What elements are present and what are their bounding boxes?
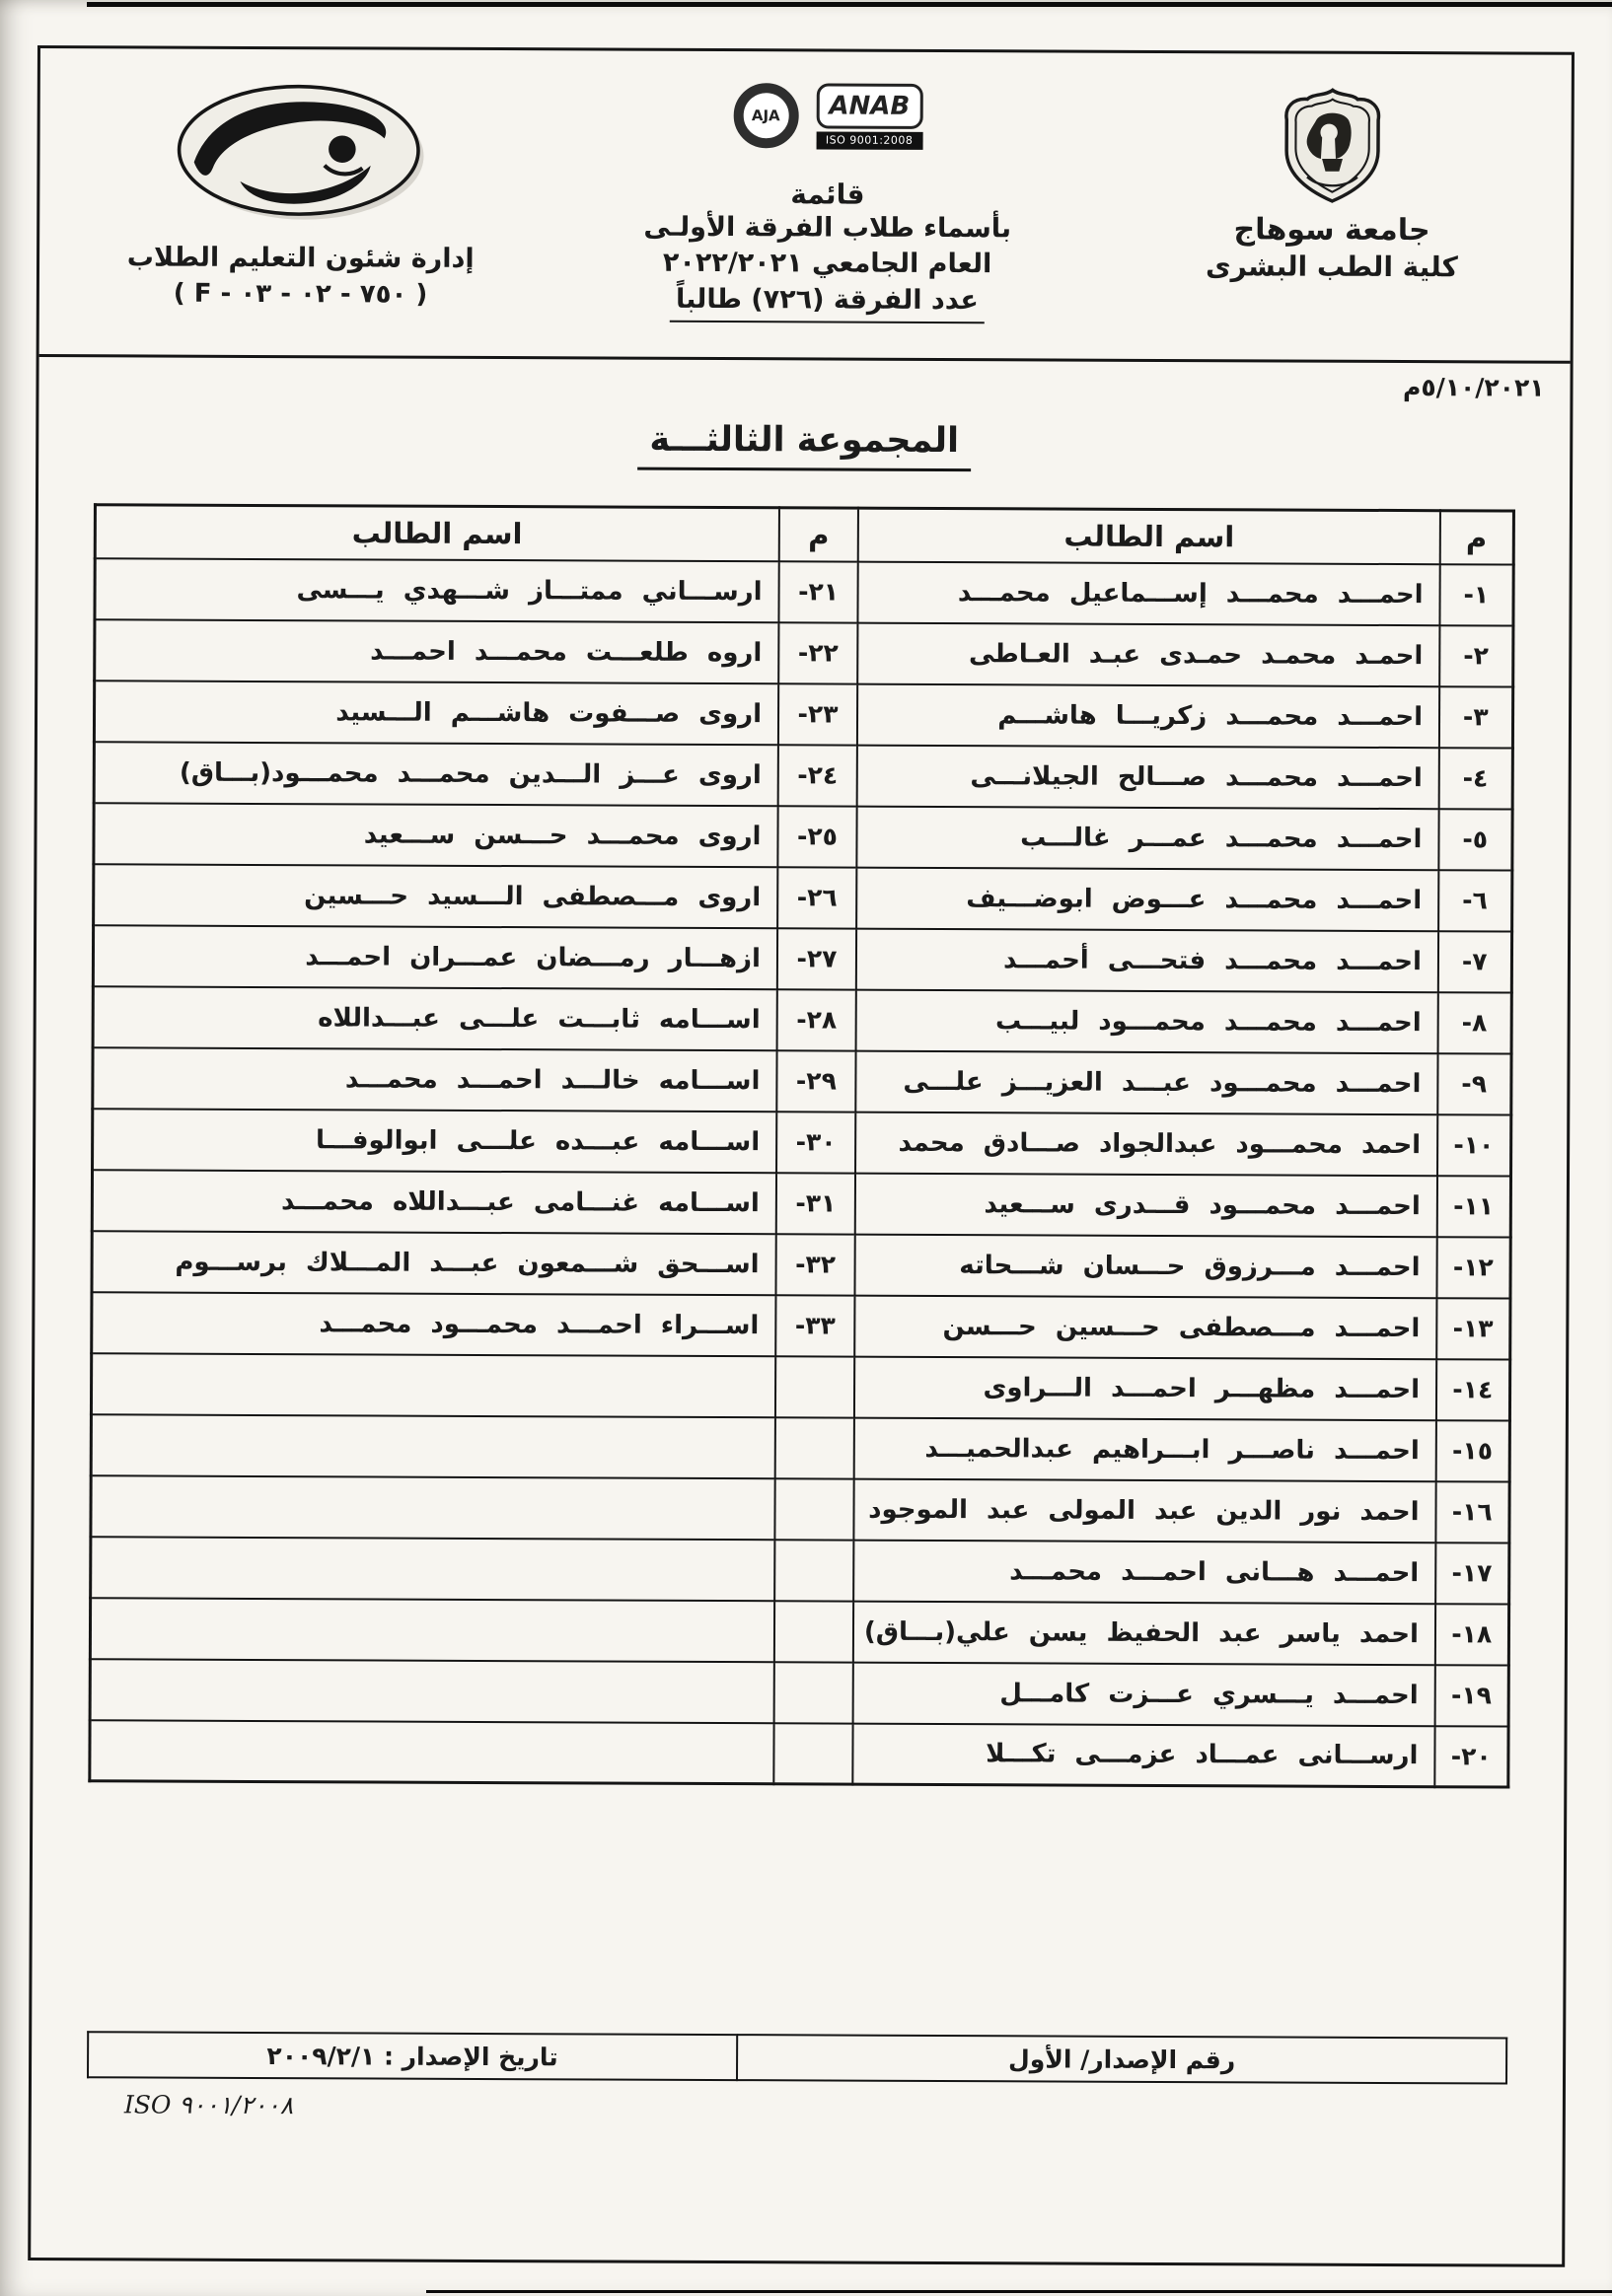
col-header-name-right: اسم الطالب [858,508,1440,564]
student-name: اروى صـــفوت هاشـــم الـــسيد [94,681,778,745]
list-title: قائمة [790,178,865,211]
row-number: ٢٥- [777,806,856,867]
anab-badge [816,83,922,149]
student-name: احمـــد محمـــد عـــوض ابوضـــيف [856,867,1438,931]
table-row [93,925,1511,992]
student-name: احمـــد محمـــد محمـــود لبيـــب [856,989,1438,1053]
row-number: ١٠- [1437,1114,1510,1176]
anab-label: ANAB [816,83,922,128]
row-number: ١٤- [1436,1359,1509,1420]
certification-badges [539,82,1118,172]
class-count: عدد الفرقة (٧٢٦) طالباً [538,281,1117,324]
aja-badge [733,83,798,148]
row-number [773,1723,852,1784]
row-number: ١١- [1437,1176,1510,1237]
row-number: ٢١- [778,561,857,622]
row-number [774,1601,853,1662]
document-header [39,48,1572,347]
student-name: احمـد محمـد حمـدى عبـد العـاطى [857,622,1439,686]
row-number [775,1417,854,1478]
row-number: ٢٨- [777,989,856,1050]
group-title: المجموعة الثالثـــة [38,417,1570,474]
col-header-num-right: م [1440,511,1513,564]
row-number [774,1478,853,1540]
row-number: ١٨- [1435,1604,1508,1665]
table-row [91,1414,1509,1481]
row-number: ٣٠- [776,1112,855,1173]
student-name: ارســـانى عمـــاد عزمـــى تكـــلا [852,1723,1434,1787]
university-name: جامعة سوهاج [1233,212,1430,249]
student-name [90,1537,774,1601]
table-row [92,1047,1510,1114]
row-number: ١٩- [1435,1665,1508,1726]
table-row [94,681,1512,748]
col-header-num-left: م [779,508,858,561]
student-name: احمـــد ناصـــر ابـــراهيم عبدالحميـــد [854,1417,1436,1481]
student-name [89,1720,773,1784]
row-number: ٢- [1439,625,1512,686]
row-number: ١٦- [1435,1481,1508,1543]
col-header-name-left: اسم الطالب [95,505,779,561]
table-row [91,1292,1509,1359]
table-header-row [95,505,1513,564]
student-name: احمـــد هـــانى احمـــد محمـــد [853,1540,1435,1604]
iso-reference: ISO ٩٠٠١/٢٠٠٨ [123,2090,294,2120]
student-name: اروه طلعـــت محمـــد احمـــد [94,619,778,683]
issue-date: تاريخ الإصدار : ٢٠٠٩/٢/١ [88,2032,737,2080]
table-row [90,1598,1508,1665]
student-name: احمـــد محمـــود قـــدرى ســـعيد [855,1173,1437,1237]
university-oval-logo [172,81,431,226]
student-name [90,1659,774,1723]
table-row [90,1475,1508,1543]
table-row [92,1109,1510,1176]
student-name: اروى محمـــد حـــسن ســـعيد [93,803,777,867]
issue-number: رقم الإصدار/ الأول [737,2035,1506,2083]
student-name: احمـــد محمـــد إســـماعيل محمـــد [857,561,1439,625]
row-number: ٢٤- [778,745,857,806]
row-number: ٥- [1438,809,1511,870]
row-number: ٢٠- [1434,1726,1507,1787]
list-subtitle: بأسماء طلاب الفرقة الأولـى [643,211,1012,245]
row-number: ١- [1439,564,1512,625]
student-name: احمـــد محمـــد فتحـــى أحمـــد [856,928,1438,992]
row-number: ٩- [1437,1053,1510,1114]
form-code: ( F - ٧٥٠ - ٠٢ - ٠٣ ) [173,278,428,310]
table-row [91,1231,1509,1298]
issue-info-row [88,2032,1506,2083]
student-name [91,1414,775,1478]
student-name: احمـــد محمـــد صـــالح الجيلانـــى [857,745,1439,809]
table-row [91,1353,1509,1420]
row-number: ٢٣- [778,683,857,745]
row-number: ٢٧- [777,928,856,989]
row-number: ٣٢- [775,1234,854,1295]
page-border-frame [28,45,1575,2267]
row-number: ١٧- [1435,1543,1508,1604]
student-name: احمـــد مـــصطفى حـــسين حـــسن [854,1295,1436,1359]
student-name: احمد ياسر عبد الحفيظ يسن علي(بـــاق) [853,1601,1435,1665]
student-name [90,1598,774,1662]
student-name: احمد نور الدين عبد المولى عبد الموجود [853,1478,1435,1543]
table-row [94,742,1512,809]
header-list-info-block [538,82,1118,345]
student-name: احمـــد محمـــد زكريـــا هاشـــم [857,683,1439,748]
document-date: ٥/١٠/٢٠٢١م [1403,373,1545,402]
table-row [89,1720,1507,1787]
row-number [774,1662,853,1723]
student-name: احمـــد يـــسري عـــزت كامـــل [853,1662,1435,1726]
row-number: ٢٦- [777,867,856,928]
student-name: اروى عـــز الـــدين محمـــد محمـــود(بـــاق) [94,742,778,806]
student-name: اســـامه غنـــامى عبـــداللاه محمـــد [92,1170,776,1234]
admin-office-name: إدارة شئون التعليم الطلاب [126,242,475,274]
header-university-block [1117,85,1548,347]
student-name: احمـــد محمـــد عمـــر غالـــب [856,806,1438,870]
row-number: ١٢- [1436,1237,1509,1298]
table-row [93,864,1511,931]
student-name: احمـــد مـــرزوق حـــسان شـــحاته [854,1234,1436,1298]
student-name: اســـامه خالـــد احمـــد محمـــد [92,1047,776,1112]
scan-artifact-top [87,2,1612,7]
student-roster-table [88,503,1515,1788]
student-name: اســـراء احمـــد محمـــود محمـــد [91,1292,775,1356]
row-number: ٢٩- [776,1050,855,1112]
table-row [94,619,1512,686]
row-number: ٦- [1438,870,1511,931]
row-number: ١٥- [1436,1420,1509,1481]
row-number [775,1356,854,1417]
table-row [92,1170,1510,1237]
faculty-shield-logo [1269,85,1396,207]
student-name: ازهـــار رمـــضان عمـــران احمـــد [93,925,777,989]
student-name: احمد محمـــود عبدالجواد صـــادق محمد [855,1112,1437,1176]
row-number: ٧- [1438,931,1511,992]
row-number: ٤- [1439,748,1512,809]
student-name: اســـامه عبـــده علـــى ابوالوفـــا [92,1109,776,1173]
row-number: ١٣- [1436,1298,1509,1359]
table-row [93,986,1511,1053]
header-admin-block [63,80,539,342]
faculty-name: كلية الطب البشرى [1205,250,1458,284]
student-name: احمـــد محمـــود عبـــد العزيـــز علـــى [855,1050,1437,1114]
aja-label: AJA [751,107,780,125]
anab-iso-label: ISO 9001:2008 [816,131,922,149]
student-name [91,1353,775,1417]
student-name: ارســـاني ممتـــاز شـــهدي يـــسى [94,558,778,622]
table-row [94,558,1512,625]
scan-artifact-bottom [426,2290,1612,2293]
row-number: ٣١- [776,1173,855,1234]
student-name: اســـحق شـــمعون عبـــد المـــلاك برســـوم [91,1231,775,1295]
table-row [90,1537,1508,1604]
student-name: احمـــد مظهـــر احمـــد الـــراوى [854,1356,1436,1420]
issue-info-table [87,2031,1507,2084]
row-number: ٣٣- [775,1295,854,1356]
table-row [93,803,1511,870]
student-name: اســـامه ثابـــت علـــى عبـــداللاه [93,986,777,1050]
row-number [774,1540,853,1601]
row-number: ٨- [1438,992,1511,1053]
academic-year: العام الجامعي ٢٠٢٢/٢٠٢١ [662,248,992,280]
student-name [90,1475,774,1540]
student-name: اروى مـــصطفى الـــسيد حـــسين [93,864,777,928]
table-row [90,1659,1508,1726]
row-number: ٣- [1439,686,1512,748]
row-number: ٢٢- [778,622,857,683]
